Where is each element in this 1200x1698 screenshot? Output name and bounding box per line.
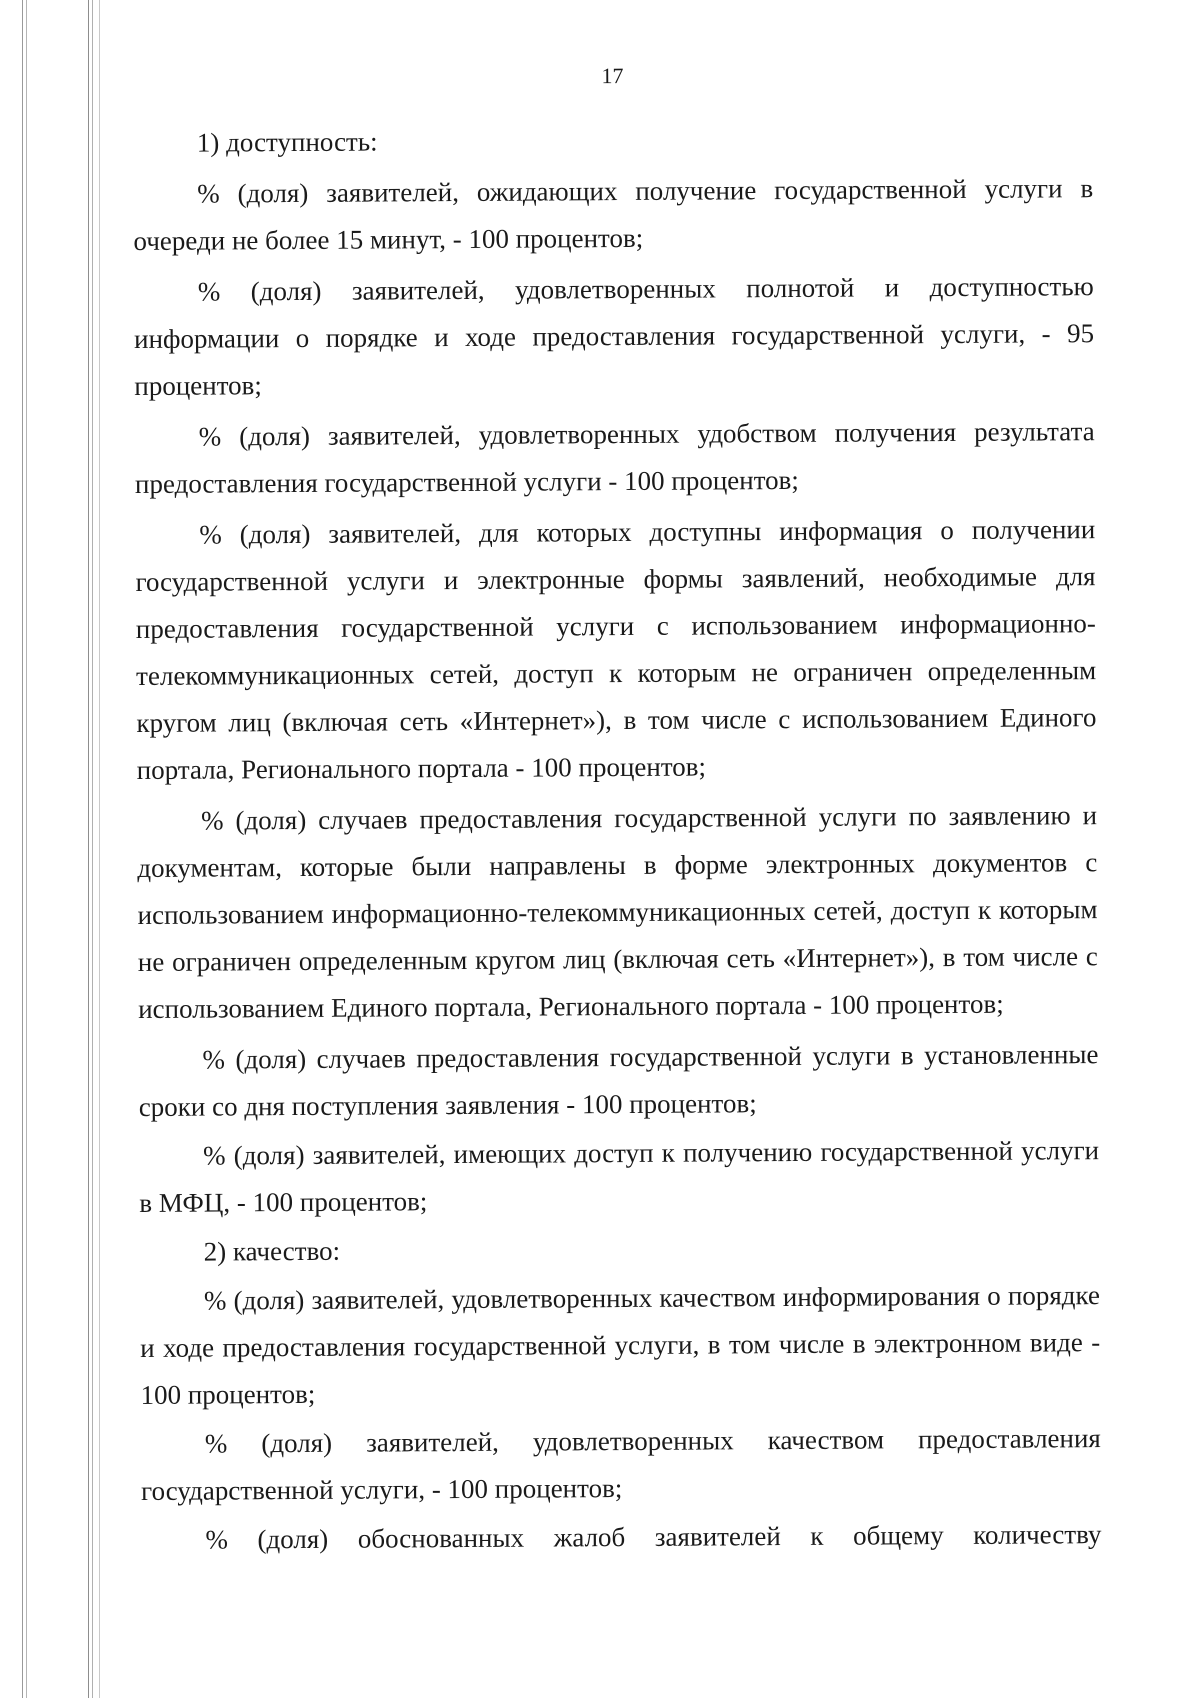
paragraph: % (доля) заявителей, удовлетворенных полнотой и доступностью информации о порядке и ходе предоставления государственной услуги, - 95 процентов; [133, 271, 1095, 401]
section-heading-quality: 2) качество: [203, 1235, 341, 1267]
binding-line [88, 0, 89, 1698]
paragraph: % (доля) заявителей, для которых доступны информация о получении государственной услуги и электронные формы заявлений, необходимые для предоставления государственной услуги с использованием информационно-телекоммуникационных сетей, доступ к которым не ограничен определенным кругом лиц (включая сеть «Интернет»), в том числе с использованием Единого портала, Регионального портала - 100 процентов; [135, 514, 1097, 785]
paragraph: % (доля) случаев предоставления государственной услуги по заявлению и документам, которые были направлены в форме электронных документов с использованием информационно-телекоммуникационных сетей, доступ к которым не ограничен определенным кругом лиц (включая сеть «Интернет»), в том числе с использованием Единого портала, Регионального портала - 100 процентов; [137, 800, 1098, 1024]
page-number: 17 [601, 62, 624, 89]
paragraph: % (доля) заявителей, удовлетворенных качеством предоставления государственной услуги, - 100 процентов; [141, 1423, 1101, 1506]
binding-line [92, 0, 93, 1698]
paragraph: % (доля) обоснованных жалоб заявителей к общему количеству [205, 1519, 1102, 1555]
paragraph: % (доля) случаев предоставления государственной услуги в установленные сроки со дня поступления заявления - 100 процентов; [138, 1039, 1099, 1122]
binding-line [99, 0, 100, 1698]
binding-line [22, 0, 23, 1698]
paragraph: % (доля) заявителей, удовлетворенных качеством информирования о порядке и ходе предоставления государственной услуги, в том числе в электронном виде - 100 процентов; [140, 1280, 1101, 1410]
binding-line [26, 0, 27, 1698]
paragraph: % (доля) заявителей, имеющих доступ к получению государственной услуги в МФЦ, - 100 процентов; [139, 1135, 1100, 1218]
document-page [132, 0, 1132, 1698]
paragraph: % (доля) заявителей, удовлетворенных удобством получения результата предоставления государственной услуги - 100 процентов; [134, 416, 1095, 499]
document-body [133, 114, 1102, 1564]
paragraph: % (доля) заявителей, ожидающих получение государственной услуги в очереди не более 15 минут, - 100 процентов; [133, 173, 1094, 256]
section-heading-accessibility: 1) доступность: [196, 126, 378, 158]
